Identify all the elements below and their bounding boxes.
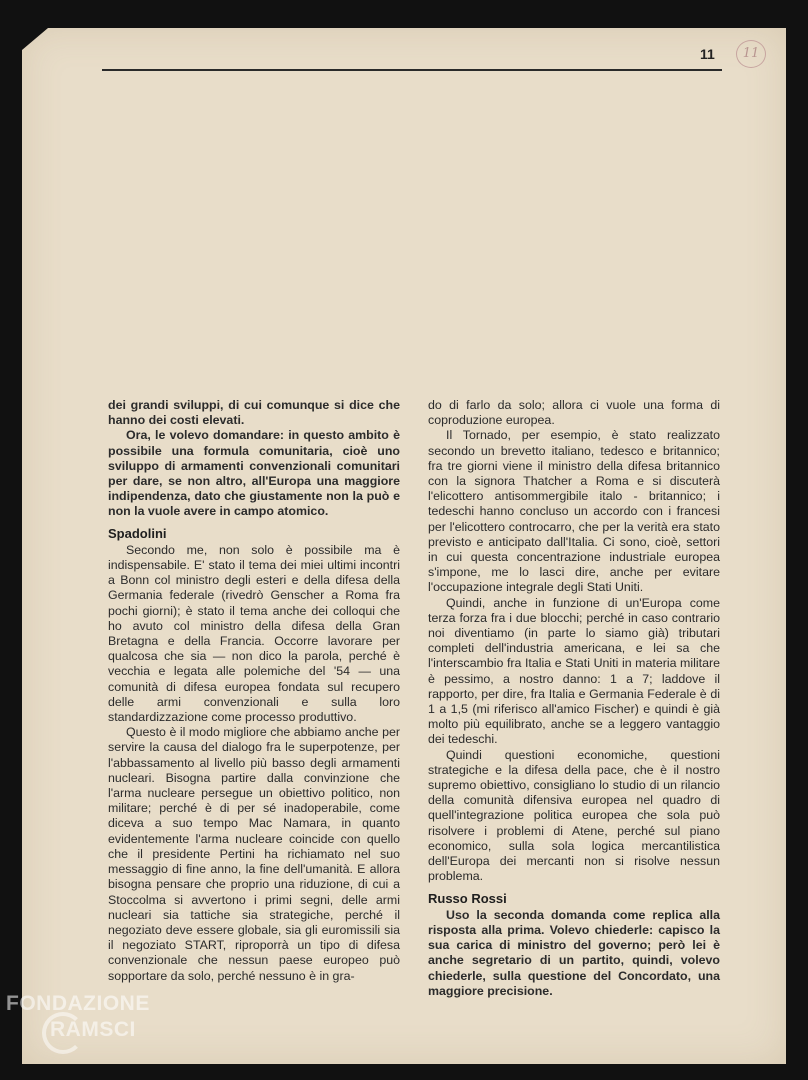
- page-number: 11: [700, 46, 715, 62]
- watermark-line-1: FONDAZIONE: [6, 992, 150, 1015]
- question-continued: dei grandi sviluppi, di cui comunque si dice che hanno dei costi elevati.: [108, 398, 400, 428]
- right-column: [428, 398, 720, 999]
- left-column: [108, 398, 400, 984]
- answer-paragraph-1: Secondo me, non solo è possibile ma è indispensabile. E' stato il tema dei miei ultimi incontri a Bonn col ministro degli esteri e della difesa della Germania federale (rivedrò Genscher a Roma fra pochi giorni); è stato il tema anche dei colloqui che ho avuto col ministro della difesa della Gran Bretagna e della Francia. Occorre lavorare per qualcosa che sia — non dico la parola, perché è vecchia e legata alle polemiche del '54 — una comunità di difesa europea fondata sul recupero delle armi convenzionali e sulla loro standardizzazione come processo produttivo.: [108, 542, 400, 725]
- header-rule: [102, 69, 722, 71]
- answer-paragraph-3: Il Tornado, per esempio, è stato realizzato secondo un brevetto italiano, tedesco e britannico; fra tre giorni viene il ministro della difesa britannico con la signora Thatcher a Roma e si discuterà l'elicottero antisommergibile italo - britannico; i tedeschi hanno concluso un accordo con i francesi per l'elicottero controcarro, che per la verità era stato previsto e anticipato dall'Italia. Ci sono, cioè, settori in cui questa concentrazione industriale europea s'impone, me lo lasci dire, anche per evitare l'occupazione integrale degli Stati Uniti.: [428, 428, 720, 595]
- speaker-russo-rossi: Russo Rossi: [428, 890, 507, 906]
- answer-paragraph-2: Questo è il modo migliore che abbiamo anche per servire la causa del dialogo fra le superpotenze, per l'abbassamento al livello più basso degli armamenti nucleari. Bisogna partire dalla convinzione che l'arma nucleare persegue un obiettivo politico, non militare; perché è di per sé inadoperabile, come diceva a suo tempo Mac Namara, in quanto evidentemente l'arma nucleare coincide con quello che il presidente Pertini ha richiamato nel suo messaggio di fine anno, la fine dell'umanità. E allora bisogna pensare che proprio una riduzione, di cui a Stoccolma si avvertono i primi segni, delle armi nucleari sia tattiche sia strategiche, perché il negoziato deve essere globale, sia gli euromissili sia il negoziato START, riproporrà un tipo di difesa convenzionale che nessun paese europeo può sopportare da solo, perché nessuno è in gra-: [108, 725, 400, 983]
- speaker-spadolini: Spadolini: [108, 525, 167, 541]
- answer-continued: do di farlo da solo; allora ci vuole una forma di coproduzione europea.: [428, 398, 720, 428]
- answer-paragraph-4: Quindi, anche in funzione di un'Europa come terza forza fra i due blocchi; perché in caso contrario noi diventiamo (in parte lo siamo già) tributari completi dell'industria americana, e lei sa che l'interscambio fra Italia e Stati Uniti in materia militare è pessimo, a nostro danno: 1 a 7; laddove il rapporto, per dire, fra Italia e Germania Federale è di 1 a 1,5 (mi riferisco all'amico Fischer) e quindi è già molto più equilibrato, anche se a leggero vantaggio dei tedeschi.: [428, 595, 720, 747]
- fondazione-gramsci-watermark: [6, 992, 206, 1072]
- question-paragraph-2: Uso la seconda domanda come replica alla risposta alla prima. Volevo chiederle: capisco la sua carica di ministro del governo; però lei è anche segretario di un partito, quindi, volevo chiederle, sulla questione del Concordato, una maggiore precisione.: [428, 907, 720, 998]
- answer-paragraph-5: Quindi questioni economiche, questioni strategiche e la difesa della pace, che è il nostro supremo obiettivo, consigliano lo studio di un rilancio della comunità difensiva europea nel quadro di quell'integrazione politica europea che sola può risolvere i problemi di Atene, perché sul piano economico, sulla sola logica mercantilistica dell'Europa dei mercanti non si risolve nessun problema.: [428, 747, 720, 884]
- torn-corner: [22, 28, 48, 50]
- question-paragraph: Ora, le volevo domandare: in questo ambito è possibile una formula comunitaria, cioè uno sviluppo di armamenti convenzionali comunitari per dare, se non altro, all'Europa una maggiore indipendenza, dato che giustamente non la può e non la vuole avere in campo atomico.: [108, 428, 400, 519]
- watermark-line-2: RAMSCI: [50, 1018, 136, 1041]
- archive-number-stamp: 11: [736, 40, 766, 68]
